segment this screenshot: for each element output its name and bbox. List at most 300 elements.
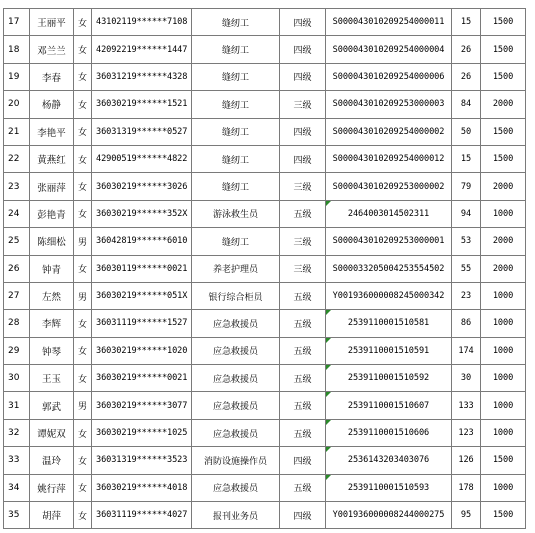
- cell-name-text: 张丽萍: [37, 182, 66, 194]
- cell-row-number[interactable]: [4, 392, 30, 419]
- cell-occupation[interactable]: [192, 228, 280, 255]
- cell-gender[interactable]: [74, 502, 92, 529]
- cell-count-text: 50: [460, 126, 472, 137]
- cell-indicator-icon: [326, 392, 331, 397]
- cell-row-number[interactable]: [4, 145, 30, 172]
- cell-certificate-number[interactable]: [326, 419, 452, 446]
- cell-gender[interactable]: [74, 337, 92, 364]
- cell-count[interactable]: [452, 337, 481, 364]
- cell-level[interactable]: [280, 474, 326, 501]
- cell-occupation-text: 应急救援员: [212, 319, 258, 330]
- cell-amount[interactable]: [481, 9, 526, 36]
- cell-name[interactable]: [30, 63, 74, 90]
- cell-certificate-number[interactable]: [326, 474, 452, 501]
- cell-occupation[interactable]: [192, 36, 280, 63]
- cell-certificate-number[interactable]: [326, 447, 452, 474]
- cell-gender[interactable]: [74, 255, 92, 282]
- cell-id-number[interactable]: [92, 502, 192, 529]
- table-row: [4, 365, 526, 392]
- cell-level[interactable]: [280, 392, 326, 419]
- cell-level[interactable]: [280, 502, 326, 529]
- cell-certificate-number-text: Y001936000008245000342: [332, 291, 445, 302]
- cell-count-text: 15: [460, 17, 472, 28]
- cell-occupation[interactable]: [192, 145, 280, 172]
- table-row: [4, 502, 526, 529]
- cell-certificate-number-text: S000043010209254000002: [332, 126, 445, 137]
- cell-level[interactable]: [280, 200, 326, 227]
- cell-gender-text: 女: [77, 456, 87, 467]
- cell-row-number-text: 30: [8, 373, 20, 384]
- cell-count[interactable]: [452, 9, 481, 36]
- cell-name-text: 陈细松: [37, 237, 66, 249]
- cell-certificate-number-text: 2536143203403076: [347, 455, 430, 466]
- cell-level-text: 三级: [293, 183, 312, 194]
- cell-id-number[interactable]: [92, 145, 192, 172]
- cell-gender[interactable]: [74, 145, 92, 172]
- cell-indicator-icon: [326, 420, 331, 425]
- cell-level[interactable]: [280, 118, 326, 145]
- cell-gender[interactable]: [74, 365, 92, 392]
- cell-certificate-number[interactable]: [326, 36, 452, 63]
- cell-id-number[interactable]: [92, 255, 192, 282]
- cell-occupation[interactable]: [192, 365, 280, 392]
- cell-amount[interactable]: [481, 502, 526, 529]
- cell-id-number-text: 36030219******1025: [96, 428, 188, 439]
- cell-count[interactable]: [452, 502, 481, 529]
- cell-row-number[interactable]: [4, 282, 30, 309]
- cell-gender-text: 女: [77, 210, 87, 221]
- cell-id-number-text: 36031319******3523: [96, 455, 188, 466]
- cell-gender[interactable]: [74, 310, 92, 337]
- cell-occupation[interactable]: [192, 447, 280, 474]
- cell-name-text: 温玲: [41, 456, 61, 468]
- cell-amount-text: 2000: [492, 99, 514, 110]
- cell-gender[interactable]: [74, 447, 92, 474]
- cell-level[interactable]: [280, 310, 326, 337]
- cell-certificate-number-text: 2539110001510593: [347, 482, 430, 493]
- cell-level-text: 四级: [293, 73, 312, 84]
- cell-amount-text: 2000: [492, 181, 514, 192]
- cell-certificate-number[interactable]: [326, 337, 452, 364]
- cell-occupation[interactable]: [192, 9, 280, 36]
- cell-id-number-text: 36030219******3077: [96, 400, 188, 411]
- cell-row-number[interactable]: [4, 337, 30, 364]
- cell-level[interactable]: [280, 337, 326, 364]
- cell-count-text: 174: [458, 345, 474, 356]
- cell-amount-text: 1500: [492, 510, 514, 521]
- cell-id-number[interactable]: [92, 228, 192, 255]
- cell-certificate-number-text: 2539110001510591: [347, 345, 430, 356]
- cell-count[interactable]: [452, 91, 481, 118]
- cell-amount-text: 2000: [492, 263, 514, 274]
- cell-certificate-number-text: 2539110001510607: [347, 400, 430, 411]
- cell-id-number-text: 36031119******4027: [96, 510, 188, 521]
- cell-amount[interactable]: [481, 282, 526, 309]
- cell-count[interactable]: [452, 36, 481, 63]
- cell-occupation[interactable]: [192, 200, 280, 227]
- cell-name-text: 邓兰兰: [37, 45, 66, 57]
- cell-occupation-text: 应急救援员: [212, 374, 258, 385]
- cell-name[interactable]: [30, 419, 74, 446]
- cell-gender-text: 女: [77, 429, 87, 440]
- cell-name-text: 胡萍: [41, 511, 61, 523]
- cell-name-text: 谭妮双: [37, 429, 66, 441]
- cell-gender[interactable]: [74, 9, 92, 36]
- cell-row-number-text: 18: [8, 44, 20, 55]
- cell-id-number[interactable]: [92, 337, 192, 364]
- cell-occupation-text: 应急救援员: [212, 429, 258, 440]
- cell-indicator-icon: [326, 447, 331, 452]
- cell-level[interactable]: [280, 228, 326, 255]
- cell-level-text: 五级: [293, 210, 312, 221]
- cell-certificate-number-text: S000043010209254000011: [332, 17, 445, 28]
- cell-count[interactable]: [452, 419, 481, 446]
- cell-id-number-text: 36030119******0021: [96, 263, 188, 274]
- table-row: [4, 310, 526, 337]
- cell-id-number-text: 36042819******6010: [96, 236, 188, 247]
- cell-gender[interactable]: [74, 228, 92, 255]
- cell-indicator-icon: [326, 310, 331, 315]
- cell-indicator-icon: [326, 475, 331, 480]
- cell-amount[interactable]: [481, 145, 526, 172]
- cell-occupation[interactable]: [192, 419, 280, 446]
- cell-name[interactable]: [30, 392, 74, 419]
- cell-name-text: 李艳平: [37, 127, 66, 139]
- cell-occupation-text: 缝纫工: [221, 73, 249, 84]
- cell-row-number[interactable]: [4, 310, 30, 337]
- cell-name[interactable]: [30, 173, 74, 200]
- cell-occupation[interactable]: [192, 282, 280, 309]
- cell-amount[interactable]: [481, 447, 526, 474]
- cell-count-text: 123: [458, 428, 474, 439]
- table-row: [4, 36, 526, 63]
- cell-amount[interactable]: [481, 91, 526, 118]
- cell-level[interactable]: [280, 255, 326, 282]
- cell-occupation[interactable]: [192, 91, 280, 118]
- cell-certificate-number-text: S000043010209253000003: [332, 99, 445, 110]
- cell-count[interactable]: [452, 474, 481, 501]
- cell-name[interactable]: [30, 502, 74, 529]
- cell-certificate-number-text: 2464003014502311: [347, 208, 430, 219]
- cell-id-number[interactable]: [92, 200, 192, 227]
- cell-amount[interactable]: [481, 337, 526, 364]
- cell-certificate-number-text: S000033205004253554502: [332, 263, 445, 274]
- cell-amount[interactable]: [481, 392, 526, 419]
- cell-id-number[interactable]: [92, 173, 192, 200]
- cell-row-number-text: 31: [8, 400, 20, 411]
- cell-row-number[interactable]: [4, 502, 30, 529]
- cell-level-text: 五级: [293, 429, 312, 440]
- cell-occupation-text: 缝纫工: [221, 183, 249, 194]
- cell-certificate-number[interactable]: [326, 255, 452, 282]
- cell-count[interactable]: [452, 365, 481, 392]
- table-row: [4, 9, 526, 36]
- cell-certificate-number[interactable]: [326, 228, 452, 255]
- cell-count-text: 133: [458, 400, 474, 411]
- cell-level-text: 四级: [293, 456, 312, 467]
- cell-level-text: 三级: [293, 100, 312, 111]
- cell-occupation-text: 银行综合柜员: [208, 292, 263, 303]
- cell-occupation-text: 缝纫工: [221, 155, 249, 166]
- cell-id-number[interactable]: [92, 118, 192, 145]
- cell-row-number-text: 22: [8, 154, 20, 165]
- cell-occupation[interactable]: [192, 63, 280, 90]
- cell-amount-text: 1000: [492, 291, 514, 302]
- cell-gender[interactable]: [74, 474, 92, 501]
- cell-count-text: 26: [460, 71, 472, 82]
- cell-level-text: 五级: [293, 347, 312, 358]
- cell-count[interactable]: [452, 200, 481, 227]
- cell-level-text: 五级: [293, 292, 312, 303]
- cell-occupation-text: 报刊业务员: [212, 511, 258, 522]
- cell-level-text: 五级: [293, 402, 312, 413]
- cell-amount-text: 1500: [492, 44, 514, 55]
- cell-certificate-number[interactable]: [326, 365, 452, 392]
- cell-level-text: 四级: [293, 128, 312, 139]
- cell-id-number-text: 42900519******4822: [96, 154, 188, 165]
- cell-gender[interactable]: [74, 173, 92, 200]
- cell-occupation-text: 缝纫工: [221, 18, 249, 29]
- cell-name[interactable]: [30, 337, 74, 364]
- cell-name[interactable]: [30, 9, 74, 36]
- table-row: [4, 255, 526, 282]
- cell-amount-text: 1500: [492, 17, 514, 28]
- cell-row-number[interactable]: [4, 173, 30, 200]
- cell-count[interactable]: [452, 63, 481, 90]
- cell-id-number[interactable]: [92, 63, 192, 90]
- cell-name[interactable]: [30, 310, 74, 337]
- cell-name[interactable]: [30, 145, 74, 172]
- cell-certificate-number-text: 2539110001510581: [347, 318, 430, 329]
- cell-amount-text: 1000: [492, 428, 514, 439]
- cell-certificate-number[interactable]: [326, 200, 452, 227]
- cell-amount[interactable]: [481, 200, 526, 227]
- cell-count-text: 126: [458, 455, 474, 466]
- cell-row-number-text: 32: [8, 428, 20, 439]
- cell-count-text: 178: [458, 482, 474, 493]
- cell-amount[interactable]: [481, 365, 526, 392]
- cell-gender-text: 男: [77, 402, 87, 413]
- cell-gender-text: 男: [77, 292, 87, 303]
- cell-level[interactable]: [280, 145, 326, 172]
- cell-name[interactable]: [30, 91, 74, 118]
- cell-id-number-text: 42092219******1447: [96, 44, 188, 55]
- cell-id-number[interactable]: [92, 310, 192, 337]
- cell-id-number[interactable]: [92, 365, 192, 392]
- cell-id-number[interactable]: [92, 392, 192, 419]
- cell-level-text: 四级: [293, 46, 312, 57]
- cell-id-number[interactable]: [92, 91, 192, 118]
- cell-count[interactable]: [452, 255, 481, 282]
- cell-level[interactable]: [280, 36, 326, 63]
- cell-id-number-text: 36030219******4018: [96, 482, 188, 493]
- cell-gender-text: 女: [77, 100, 87, 111]
- cell-occupation[interactable]: [192, 474, 280, 501]
- cell-gender[interactable]: [74, 282, 92, 309]
- cell-amount[interactable]: [481, 474, 526, 501]
- cell-count[interactable]: [452, 392, 481, 419]
- cell-name[interactable]: [30, 474, 74, 501]
- cell-row-number[interactable]: [4, 228, 30, 255]
- cell-level[interactable]: [280, 365, 326, 392]
- cell-occupation[interactable]: [192, 502, 280, 529]
- cell-gender-text: 女: [77, 18, 87, 29]
- cell-level[interactable]: [280, 173, 326, 200]
- cell-amount[interactable]: [481, 228, 526, 255]
- cell-occupation-text: 游泳救生员: [212, 210, 258, 221]
- cell-certificate-number[interactable]: [326, 502, 452, 529]
- cell-name[interactable]: [30, 447, 74, 474]
- cell-gender[interactable]: [74, 200, 92, 227]
- cell-id-number-text: 36030219******3026: [96, 181, 188, 192]
- cell-count[interactable]: [452, 173, 481, 200]
- cell-id-number[interactable]: [92, 419, 192, 446]
- cell-row-number-text: 19: [8, 71, 20, 82]
- cell-indicator-icon: [326, 338, 331, 343]
- cell-certificate-number[interactable]: [326, 9, 452, 36]
- cell-occupation[interactable]: [192, 255, 280, 282]
- cell-id-number[interactable]: [92, 474, 192, 501]
- cell-occupation[interactable]: [192, 337, 280, 364]
- cell-id-number-text: 36031319******0527: [96, 126, 188, 137]
- cell-row-number[interactable]: [4, 118, 30, 145]
- cell-count[interactable]: [452, 228, 481, 255]
- cell-occupation-text: 缝纫工: [221, 100, 249, 111]
- cell-certificate-number[interactable]: [326, 91, 452, 118]
- cell-row-number[interactable]: [4, 447, 30, 474]
- cell-gender[interactable]: [74, 36, 92, 63]
- cell-gender-text: 女: [77, 155, 87, 166]
- cell-id-number-text: 36030219******1521: [96, 99, 188, 110]
- cell-level[interactable]: [280, 419, 326, 446]
- cell-occupation-text: 缝纫工: [221, 46, 249, 57]
- cell-occupation[interactable]: [192, 310, 280, 337]
- cell-level[interactable]: [280, 63, 326, 90]
- cell-level[interactable]: [280, 447, 326, 474]
- cell-gender-text: 女: [77, 319, 87, 330]
- cell-amount[interactable]: [481, 255, 526, 282]
- cell-occupation[interactable]: [192, 173, 280, 200]
- cell-count[interactable]: [452, 310, 481, 337]
- cell-amount[interactable]: [481, 118, 526, 145]
- cell-gender[interactable]: [74, 91, 92, 118]
- cell-certificate-number[interactable]: [326, 63, 452, 90]
- cell-certificate-number[interactable]: [326, 310, 452, 337]
- cell-name[interactable]: [30, 255, 74, 282]
- cell-row-number[interactable]: [4, 419, 30, 446]
- cell-gender-text: 女: [77, 46, 87, 57]
- cell-count[interactable]: [452, 118, 481, 145]
- cell-gender[interactable]: [74, 63, 92, 90]
- cell-gender-text: 女: [77, 347, 87, 358]
- cell-certificate-number-text: S000043010209254000006: [332, 71, 445, 82]
- cell-certificate-number[interactable]: [326, 282, 452, 309]
- cell-count-text: 86: [460, 318, 472, 329]
- cell-certificate-number-text: S000043010209253000002: [332, 181, 445, 192]
- cell-id-number-text: 36031219******4328: [96, 71, 188, 82]
- cell-row-number[interactable]: [4, 91, 30, 118]
- cell-name-text: 黄燕红: [37, 155, 66, 167]
- cell-count[interactable]: [452, 282, 481, 309]
- cell-count-text: 15: [460, 154, 472, 165]
- cell-row-number[interactable]: [4, 365, 30, 392]
- cell-id-number[interactable]: [92, 9, 192, 36]
- cell-name-text: 左然: [41, 292, 61, 304]
- cell-name-text: 郭武: [41, 401, 61, 413]
- cell-row-number[interactable]: [4, 200, 30, 227]
- cell-row-number[interactable]: [4, 255, 30, 282]
- cell-occupation[interactable]: [192, 118, 280, 145]
- cell-name-text: 彭艳青: [37, 209, 66, 221]
- cell-count-text: 53: [460, 236, 472, 247]
- cell-row-number-text: 21: [8, 126, 20, 137]
- cell-level-text: 五级: [293, 374, 312, 385]
- cell-amount-text: 1000: [492, 482, 514, 493]
- cell-name-text: 李春: [41, 72, 61, 84]
- cell-level[interactable]: [280, 91, 326, 118]
- cell-name[interactable]: [30, 36, 74, 63]
- cell-occupation-text: 缝纫工: [221, 128, 249, 139]
- cell-amount-text: 1500: [492, 455, 514, 466]
- cell-count-text: 84: [460, 99, 472, 110]
- cell-level[interactable]: [280, 9, 326, 36]
- cell-id-number[interactable]: [92, 447, 192, 474]
- cell-count-text: 23: [460, 291, 472, 302]
- cell-gender[interactable]: [74, 419, 92, 446]
- cell-row-number[interactable]: [4, 63, 30, 90]
- data-table: [3, 8, 526, 529]
- cell-certificate-number-text: S000043010209253000001: [332, 236, 445, 247]
- cell-gender[interactable]: [74, 392, 92, 419]
- cell-certificate-number[interactable]: [326, 118, 452, 145]
- cell-amount[interactable]: [481, 310, 526, 337]
- table-row: [4, 337, 526, 364]
- cell-certificate-number[interactable]: [326, 173, 452, 200]
- cell-count-text: 30: [460, 373, 472, 384]
- cell-id-number[interactable]: [92, 282, 192, 309]
- cell-row-number-text: 26: [8, 263, 20, 274]
- cell-name[interactable]: [30, 282, 74, 309]
- cell-name-text: 钟琴: [41, 346, 61, 358]
- cell-row-number[interactable]: [4, 36, 30, 63]
- cell-name[interactable]: [30, 118, 74, 145]
- cell-count[interactable]: [452, 145, 481, 172]
- cell-id-number[interactable]: [92, 36, 192, 63]
- cell-count[interactable]: [452, 447, 481, 474]
- cell-occupation[interactable]: [192, 392, 280, 419]
- cell-row-number[interactable]: [4, 9, 30, 36]
- cell-amount[interactable]: [481, 419, 526, 446]
- cell-id-number-text: 36030219******051X: [96, 291, 188, 302]
- cell-row-number[interactable]: [4, 474, 30, 501]
- cell-certificate-number[interactable]: [326, 392, 452, 419]
- table-row: [4, 200, 526, 227]
- cell-amount[interactable]: [481, 36, 526, 63]
- cell-name[interactable]: [30, 200, 74, 227]
- cell-name[interactable]: [30, 228, 74, 255]
- cell-amount[interactable]: [481, 173, 526, 200]
- cell-gender[interactable]: [74, 118, 92, 145]
- cell-level-text: 三级: [293, 265, 312, 276]
- cell-gender-text: 男: [77, 237, 87, 248]
- table-row: [4, 63, 526, 90]
- cell-amount[interactable]: [481, 63, 526, 90]
- cell-occupation-text: 缝纫工: [221, 237, 249, 248]
- cell-name[interactable]: [30, 365, 74, 392]
- cell-name-text: 杨静: [41, 100, 61, 112]
- cell-level[interactable]: [280, 282, 326, 309]
- cell-certificate-number[interactable]: [326, 145, 452, 172]
